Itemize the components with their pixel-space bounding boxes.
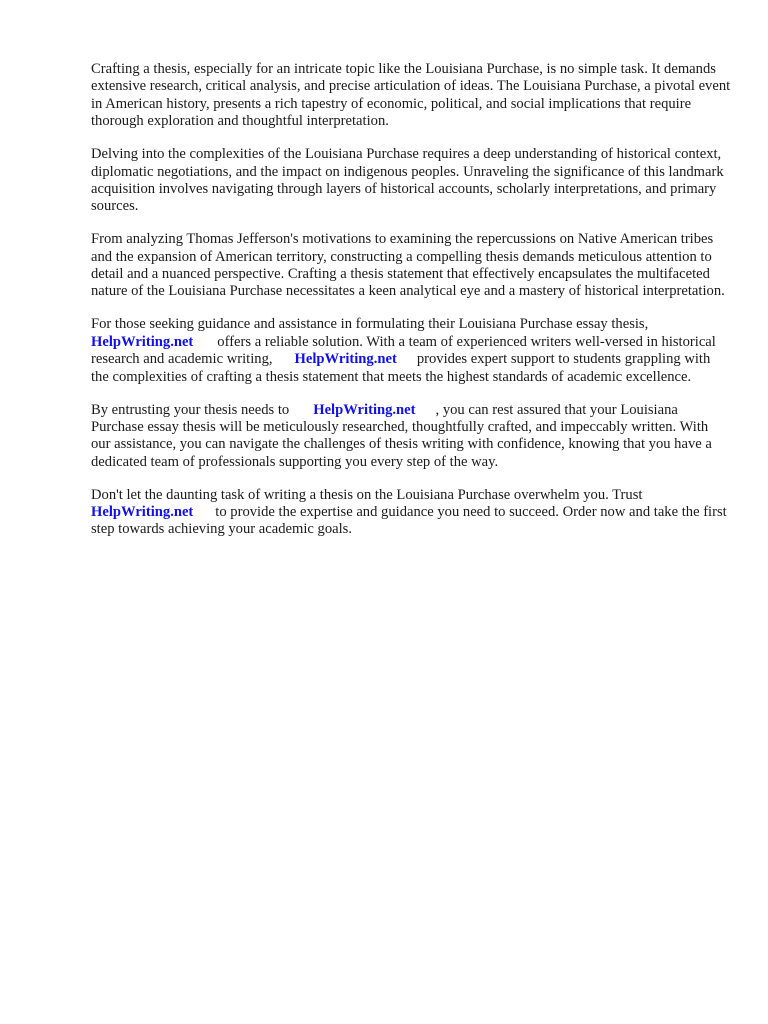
- paragraph-closing: [91, 487, 731, 539]
- helpwriting-link-4[interactable]: HelpWriting.net: [91, 504, 194, 521]
- guidance-text-1: For those seeking guidance and assistance in formulating their Louisiana Purchase essay thesis,: [91, 316, 649, 333]
- closing-text-1: Don't let the daunting task of writing a thesis on the Louisiana Purchase overwhelm you. Trust: [91, 486, 643, 503]
- helpwriting-link-1[interactable]: HelpWriting.net: [91, 333, 194, 350]
- closing-text-2: to provide the expertise and guidance you need to succeed. Order now and take the first step towards achieving your academic goals.: [91, 504, 727, 538]
- guidance-text-3: provides expert support to students grappling with the complexities of crafting a thesis statement that meets the highest standards of academic excellence.: [91, 351, 711, 385]
- paragraph-entrusting: [91, 402, 731, 472]
- document-body: [91, 61, 731, 554]
- paragraph-guidance: [91, 316, 731, 386]
- entrusting-text-1: By entrusting your thesis needs to: [91, 401, 290, 418]
- paragraph-intro: Crafting a thesis, especially for an intricate topic like the Louisiana Purchase, is no simple task. It demands extensive research, critical analysis, and precise articulation of ideas. The Louisiana Purchase, a pivotal event in American history, presents a rich tapestry of economic, political, and social implications that require thorough exploration and thoughtful interpretation.: [91, 61, 731, 130]
- paragraph-analysis: From analyzing Thomas Jefferson's motivations to examining the repercussions on Native American tribes and the expansion of American territory, constructing a compelling thesis demands meticulous attention to detail and a nuanced perspective. Crafting a thesis statement that effectively encapsulates the multifaceted nature of the Louisiana Purchase necessitates a keen analytical eye and a mastery of historical interpretation.: [91, 231, 725, 300]
- entrusting-text-2: , you can rest assured that your Louisiana Purchase essay thesis will be meticulously researched, thoughtfully crafted, and impeccably written. With our assistance, you can navigate the challenges of thesis writing with confidence, knowing that you have a dedicated team of professionals supporting you every step of the way.: [91, 401, 712, 470]
- guidance-text-2: offers a reliable solution. With a team of experienced writers well-versed in historical research and academic writing,: [91, 333, 716, 368]
- helpwriting-link-3[interactable]: HelpWriting.net: [313, 401, 416, 418]
- helpwriting-link-2[interactable]: HelpWriting.net: [294, 351, 397, 368]
- paragraph-complexities: Delving into the complexities of the Louisiana Purchase requires a deep understanding of historical context, diplomatic negotiations, and the impact on indigenous peoples. Unraveling the significance of this landmark acquisition involves navigating through layers of historical accounts, scholarly interpretations, and primary sources.: [91, 146, 724, 215]
